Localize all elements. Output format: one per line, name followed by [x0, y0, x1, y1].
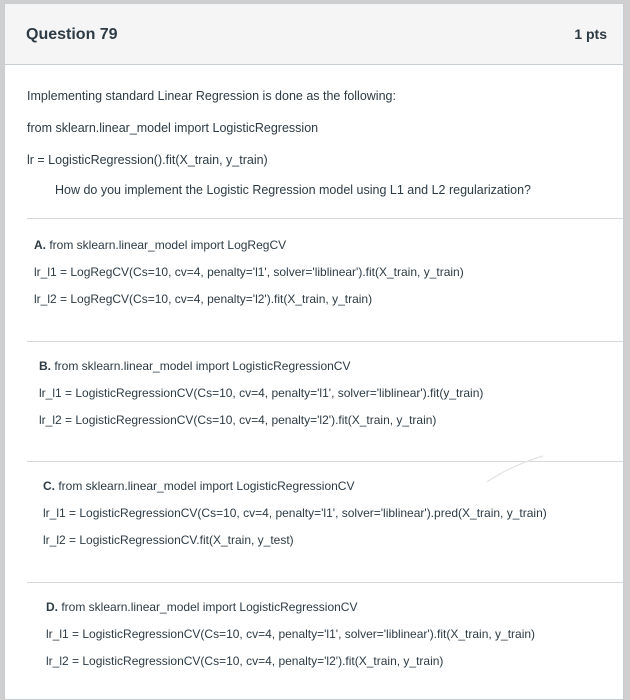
answer-letter: B. — [39, 359, 51, 373]
answer-heading — [34, 238, 623, 253]
answer-import: from sklearn.linear_model import LogRegCV — [49, 238, 287, 252]
answer-l1-line: lr_l1 = LogisticRegressionCV(Cs=10, cv=4, penalty='l1', solver='liblinear').fit(X_train, y_train) — [46, 627, 536, 641]
question-body — [5, 88, 623, 669]
answer-l1-line: lr_l1 = LogRegCV(Cs=10, cv=4, penalty='l1', solver='liblinear').fit(X_train, y_train) — [34, 265, 464, 279]
faint-pen-stroke — [485, 454, 545, 484]
answer-letter: A. — [34, 238, 46, 252]
intro-line-3: lr = LogisticRegression().fit(X_train, y_train) — [27, 153, 268, 167]
question-points: 1 pts — [574, 26, 607, 42]
question-header — [5, 4, 623, 65]
intro-line-2: from sklearn.linear_model import LogisticRegression — [27, 121, 319, 135]
answer-l2-line: lr_l2 = LogisticRegressionCV(Cs=10, cv=4, penalty='l2').fit(X_train, y_train) — [39, 413, 437, 427]
answer-option-b[interactable] — [27, 341, 623, 428]
answer-l2-line: lr_l2 = LogisticRegressionCV(Cs=10, cv=4, penalty='l2').fit(X_train, y_train) — [46, 654, 444, 668]
question-title: Question 79 — [26, 26, 118, 43]
answer-l1-line: lr_l1 = LogisticRegressionCV(Cs=10, cv=4, penalty='l1', solver='liblinear').fit(y_train) — [39, 386, 484, 400]
question-card — [4, 3, 624, 700]
answer-import: from sklearn.linear_model import LogisticRegressionCV — [58, 479, 355, 493]
answer-l2-line: lr_l2 = LogRegCV(Cs=10, cv=4, penalty='l2').fit(X_train, y_train) — [34, 292, 373, 306]
answer-letter: D. — [46, 600, 58, 614]
answer-letter: C. — [43, 479, 55, 493]
answer-l2-line: lr_l2 = LogisticRegressionCV.fit(X_train, y_test) — [43, 533, 294, 547]
answer-heading — [39, 359, 623, 374]
question-prompt: How do you implement the Logistic Regression model using L1 and L2 regularization? — [55, 183, 531, 197]
answer-heading — [46, 600, 623, 615]
intro-line-1: Implementing standard Linear Regression is done as the following: — [27, 89, 396, 103]
answer-option-a[interactable] — [27, 218, 623, 307]
answer-import: from sklearn.linear_model import LogisticRegressionCV — [61, 600, 358, 614]
answer-import: from sklearn.linear_model import LogisticRegressionCV — [54, 359, 351, 373]
answer-l1-line: lr_l1 = LogisticRegressionCV(Cs=10, cv=4, penalty='l1', solver='liblinear').pred(X_train, y_train) — [43, 506, 547, 520]
answer-option-d[interactable] — [27, 582, 623, 669]
